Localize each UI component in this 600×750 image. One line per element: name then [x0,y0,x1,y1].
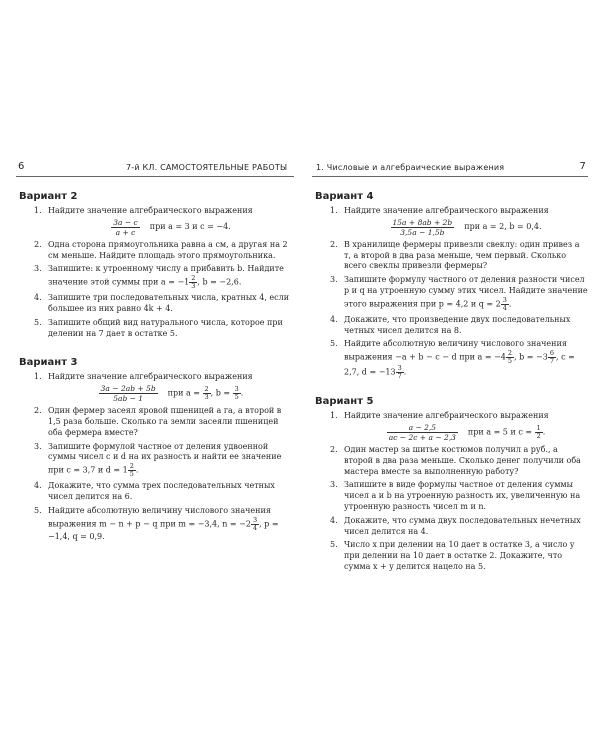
task: 3. Запишите в виде формулы частное от деления суммы чисел a и b на утроенную разность их, увеличенную на утроенную разность чисел m и n. [330,480,581,511]
task-text: Запишите в виде формулы частное от деления суммы чисел a и b на утроенную разность их, увеличенную на утроенную разность чисел m и n. [344,480,581,511]
task-text: Докажите, что сумма двух последовательных нечетных чисел делится на 4. [344,515,581,536]
task-text: Число x при делении на 10 дает в остатке 3, а число y при делении на 10 дает в остатке 2. Докажите, что сумма x + y делится нацело на 5. [344,540,575,571]
task-text: Запишите: к утроенному числу a прибавить b. Найдите значение этой суммы при a = −1 [48,264,284,287]
task: 5. Найдите абсолютную величину числового значения выражения −a + b − c − d при a = −4 $\frac{2}{5}$ , b = −3 $\frac{6}{7}$ , c = 2,7, d = −13 $\frac{3}{7}$ . [330,339,575,381]
task [16,206,294,237]
task-text: Найдите значение алгебраического выражения [344,411,549,421]
variant-3 [16,357,294,542]
task-text: Найдите значение алгебраического выражения [48,206,253,215]
task: 4. Запишите три последовательных числа, кратных 4, если большее из них равно 4k + 4. [34,293,290,313]
task: 4. Докажите, что сумма двух последовательных нечетных чисел делится на 4. [330,515,581,536]
task-text: Одна сторона прямоугольника равна a см, а другая на 2 см меньше. Найдите площадь этого прямоугольника. [48,239,288,260]
running-header [312,160,588,177]
task: 1. Найдите значение алгебраического выражения $\frac{3a - 2ab + 5b}{5ab - 1}$ при a = $\frac{2}{3}$ , b = $\frac{3}{5}$ . [34,372,253,404]
variant-5 [312,396,588,573]
variant-4 [312,191,588,380]
task: 1. Найдите значение алгебраического выражения $\frac{a - 2,5}{ac - 2c + a - 2,3}$ при a = 5 и c = $\frac{1}{2}$ . [330,411,549,442]
task-text: Один мастер за шитье костюмов получил a руб., а второй в два раза меньше. Сколько денег получили оба мастера вместе за выполненную работу? [344,444,581,476]
page-number: 7 [579,161,586,172]
task-text: Запишите формулой частное от деления удвоенной суммы чисел c и d на их разность и найти ее значение при c = 3,7 и d = 1 [48,441,282,475]
task-text: Запишите три последовательных числа, кратных 4, если большее из них равно 4k + 4. [48,293,290,313]
fraction: $\frac{3a - 2ab + 5b}{5ab - 1}$ [100,384,156,404]
task-condition: при a = 5 и c = $\frac{1}{2}$ . [467,423,546,440]
task-text: Найдите значение алгебраического выражения [344,206,549,215]
task: 2. Один мастер за шитье костюмов получил a руб., а второй в два раза меньше. Сколько денег получили оба мастера вместе за выполненную работу? [330,444,581,476]
mixed-fraction: $\frac{2}{5}$ [129,462,134,479]
task-number: 1. [34,206,42,215]
task: 4. Докажите, что сумма трех последовательных четных чисел делится на 6. [34,481,275,501]
task-condition: при a = $\frac{2}{3}$ , b = $\frac{3}{5}$ . [167,385,244,402]
variant-heading: Вариант 4 [315,191,374,202]
right-page [312,160,588,720]
running-title: 7-й КЛ. САМОСТОЯТЕЛЬНЫЕ РАБОТЫ [126,163,288,172]
task: 2. В хранилище фермеры привезли свеклу: один привез a т, а второй в два раза меньше, чем первый. Сколько всего свеклы привезли фермеры? [330,239,580,271]
mixed-fraction: $\frac{3}{4}$ [252,515,258,532]
fraction: $\frac{3a - c}{a + c}$ [113,217,138,237]
fraction: $\frac{a - 2,5}{ac - 2c + a - 2,3}$ [388,422,456,442]
running-header [16,160,294,177]
task-text: Найдите абсолютную величину числового значения выражения −a + b − c − d при a = −4 [344,339,567,362]
task: 3. Запишите: к утроенному числу a прибавить b. Найдите значение этой суммы при a = −1 $\frac{2}{3}$ , b = −2,6. [34,264,284,291]
task: 5. Число x при делении на 10 дает в остатке 3, а число y при делении на 10 дает в остатке 2. Докажите, что сумма x + y делится нацело на 5. [330,540,575,571]
task: 5. Найдите абсолютную величину числового значения выражения m − n + p − q при m = −3,4, n = −2 $\frac{3}{4}$ , p = −1,4, q = 0,9. [34,505,279,541]
mixed-fraction: $\frac{2}{3}$ [191,274,196,291]
mixed-fraction: $\frac{6}{7}$ [549,349,554,366]
task: 3. Запишите формулой частное от деления удвоенной суммы чисел c и d на их разность и найти ее значение при c = 3,7 и d = 1 $\frac{2}{5}$ . [34,441,282,479]
task-text: Запишите общий вид натурального числа, которое при делении на 7 дает в остатке 5. [48,317,283,338]
task: 2. Один фермер засеял яровой пшеницей a га, а второй в 1,5 раза больше. Сколько га земли засеяли пшеницей оба фермера вместе? [34,406,282,437]
task: 1. Найдите значение алгебраического выражения $\frac{15a + 8ab + 2b}{3,5a - 1,5b}$ при a = 2, b = 0,4. [330,206,549,237]
running-title: 1. Числовые и алгебраические выражения [316,163,505,172]
task-text: В хранилище фермеры привезли свеклу: один привез a т, а второй в два раза меньше, чем первый. Сколько всего свеклы привезли фермеры? [344,239,580,271]
mixed-fraction: $\frac{3}{4}$ [502,295,507,312]
mixed-fraction: $\frac{3}{7}$ [397,364,402,381]
mixed-fraction: $\frac{2}{5}$ [507,349,513,366]
task-text: Один фермер засеял яровой пшеницей a га, а второй в 1,5 раза больше. Сколько га земли засеяли пшеницей оба фермера вместе? [48,406,282,437]
variant-heading: Вариант 2 [19,191,78,202]
left-page [16,160,294,720]
task: 3. Запишите формулу частного от деления разности чисел p и q на утроенную сумму этих чисел. Найдите значение этого выражения при p = 4,2 и q = 2 $\frac{3}{4}$ . [330,275,588,312]
task-condition: при a = 2, b = 0,4. [464,221,542,231]
page-number: 6 [18,161,25,172]
fraction: $\frac{15a + 8ab + 2b}{3,5a - 1,5b}$ [392,217,453,237]
task: 4. Докажите, что произведение двух последовательных четных чисел делится на 8. [330,314,571,335]
variant-heading: Вариант 3 [19,357,78,369]
variant-heading: Вариант 5 [315,396,374,408]
task: 5. Запишите общий вид натурального числа, которое при делении на 7 дает в остатке 5. [34,317,283,338]
task-text: Найдите абсолютную величину числового значения выражения m − n + p − q при m = −3,4, n = −2 [48,505,271,529]
task-text: Докажите, что произведение двух последовательных четных чисел делится на 8. [344,314,571,335]
task-text: Найдите значение алгебраического выражения [48,372,253,382]
task-condition: при a = 3 и c = −4. [149,221,231,231]
task-text: Запишите формулу частного от деления разности чисел p и q на утроенную сумму этих чисел. Найдите значение этого выражения при p = 4,2 и q = 2 [344,275,588,309]
task: 2. Одна сторона прямоугольника равна a см, а другая на 2 см меньше. Найдите площадь этого прямоугольника. [34,239,288,260]
variant-2 [16,191,294,339]
task-text: Докажите, что сумма трех последовательных четных чисел делится на 6. [48,481,275,501]
